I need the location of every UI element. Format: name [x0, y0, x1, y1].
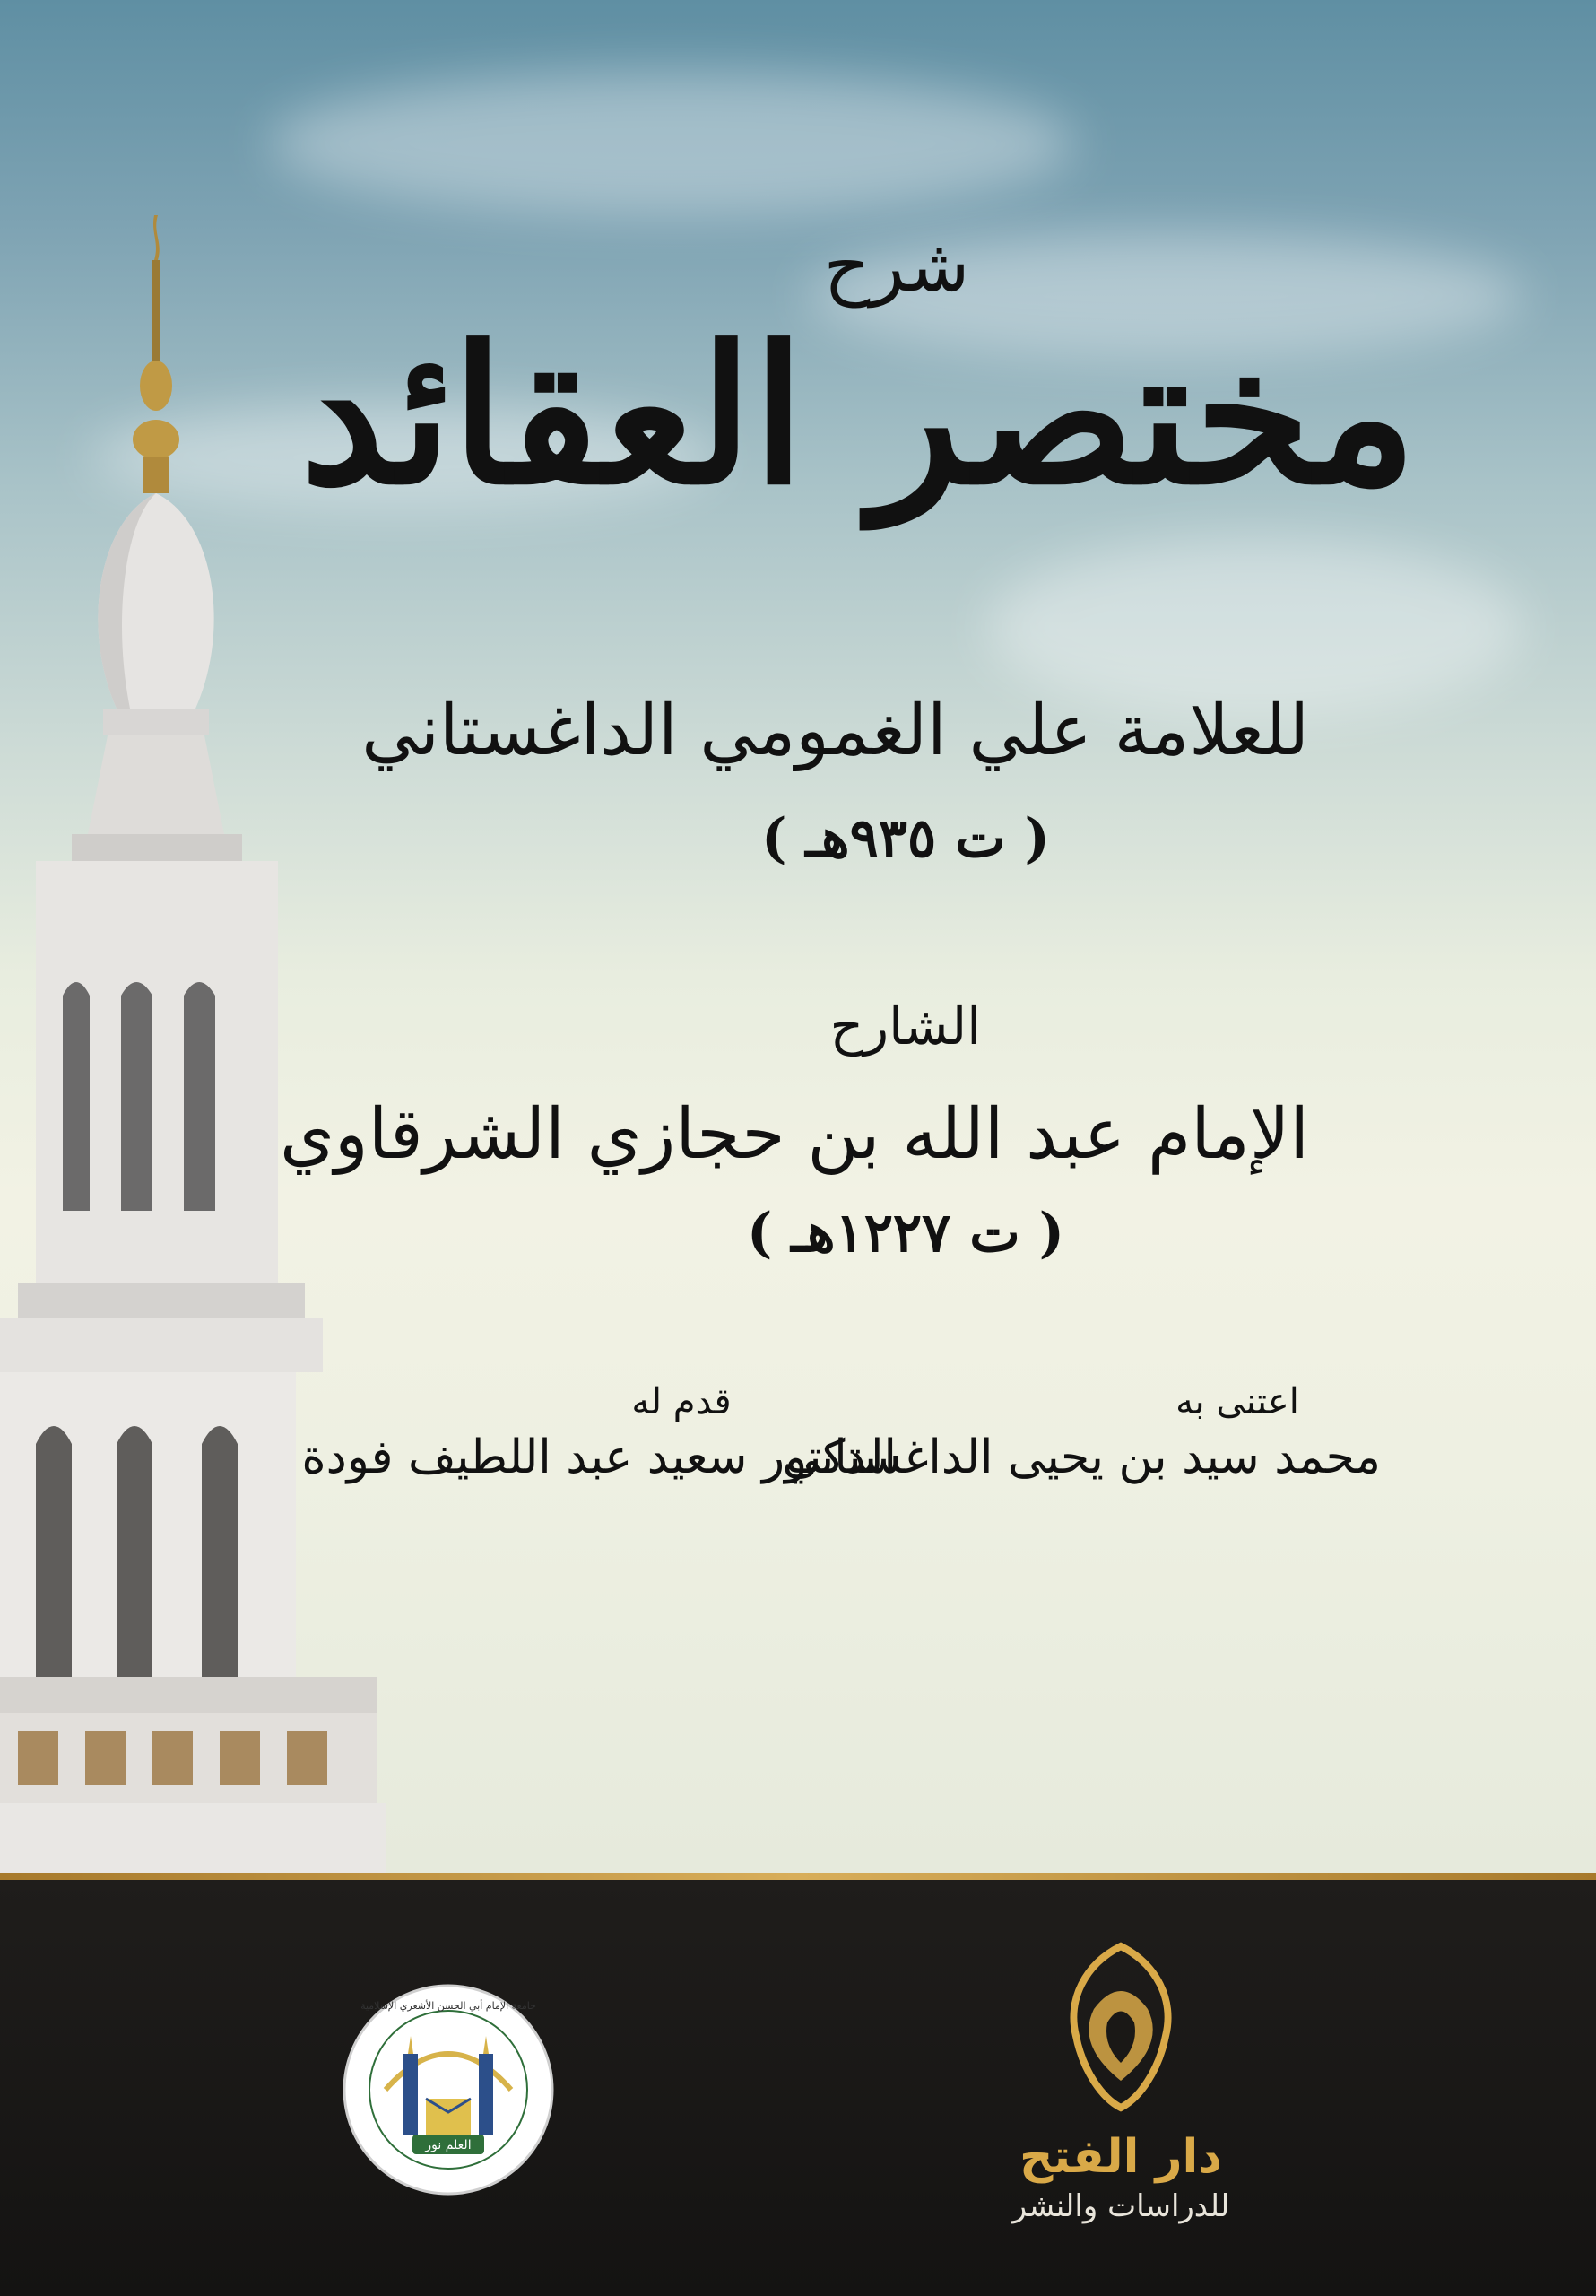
author-line: للعلامة علي الغمومي الداغستاني	[361, 691, 1309, 771]
commentator-death-date: ( ت ١٢٢٧هـ )	[746, 1202, 1065, 1265]
publisher-name: دار الفتح	[1019, 2130, 1223, 2184]
title-prefix: شرح	[823, 224, 970, 308]
author-death-date: ( ت ٩٣٥هـ )	[761, 807, 1050, 870]
university-emblem-icon	[341, 1982, 556, 2197]
intro-name: الدكتور سعيد عبد اللطيف فودة	[301, 1431, 897, 1484]
intro-role: قدم له	[631, 1381, 732, 1422]
publisher-tagline: للدراسات والنشر	[1011, 2188, 1230, 2224]
commentator-name: الإمام عبد الله بن حجازي الشرقاوي	[279, 1094, 1309, 1175]
commentator-role: الشارح	[829, 996, 982, 1057]
emblem-motto: العلم نور	[425, 2138, 472, 2152]
publisher-logo-icon	[1031, 1937, 1210, 2117]
emblem-university-name: جامعة الإمام أبي الحسن الأشعري الإسلامية	[360, 2000, 536, 2012]
book-title: مختصر العقائد	[299, 305, 1417, 526]
gold-divider	[0, 1873, 1596, 1880]
editor-role: اعتنى به	[1175, 1381, 1299, 1422]
footer-band	[0, 1880, 1596, 2296]
editor-name: محمد سيد بن يحيى الداغستاني	[782, 1431, 1381, 1484]
